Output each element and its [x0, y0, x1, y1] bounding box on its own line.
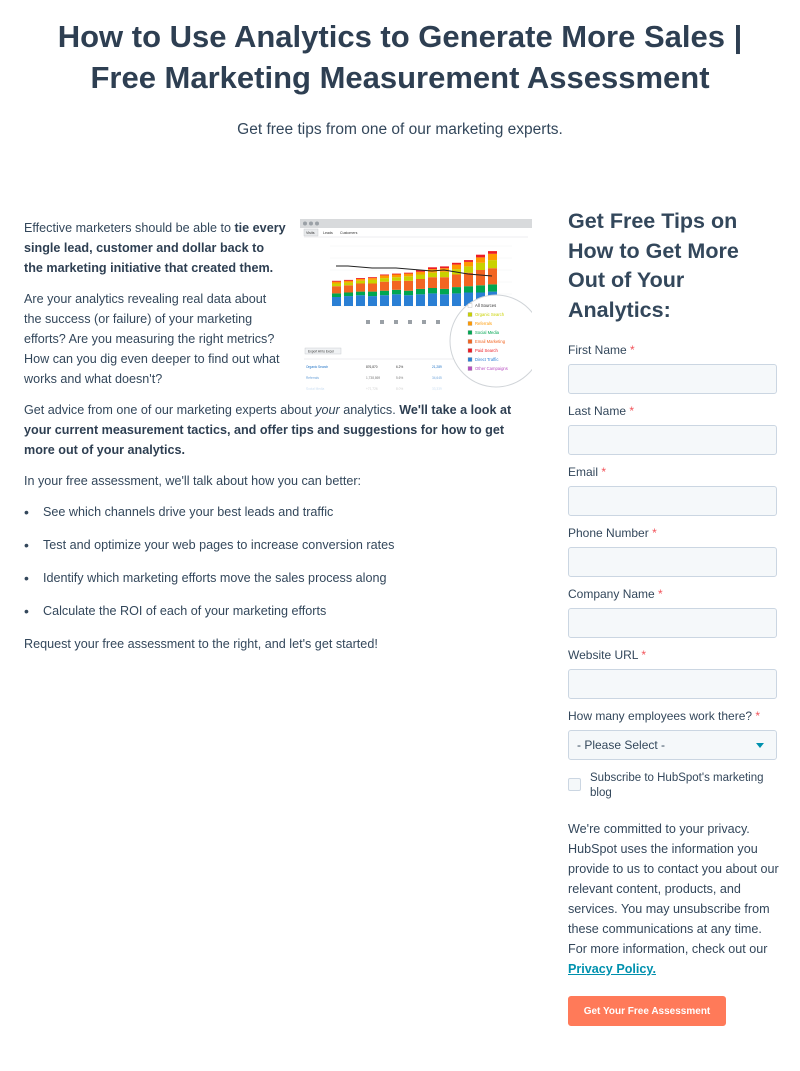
required-mark: * — [641, 648, 647, 662]
bar-segment — [476, 255, 485, 258]
assessment-intro: In your free assessment, we'll talk about how you can better: — [24, 474, 362, 488]
legend-swatch — [468, 349, 472, 353]
bar-segment — [368, 292, 377, 297]
email-label — [568, 463, 778, 481]
website-label — [568, 646, 778, 664]
phone-label-text: Phone Number — [568, 526, 649, 540]
bar-segment — [356, 284, 365, 292]
bar-segment — [344, 296, 353, 306]
subscribe-checkbox[interactable] — [568, 778, 581, 791]
bar-segment — [464, 266, 473, 272]
first-name-label-text: First Name — [568, 343, 627, 357]
bar-segment — [488, 251, 497, 254]
last-name-label — [568, 402, 778, 420]
website-field — [568, 646, 778, 699]
bar-segment — [428, 277, 437, 288]
employees-select[interactable] — [568, 730, 777, 760]
company-label — [568, 585, 778, 603]
bar-segment — [368, 296, 377, 306]
bar-segment — [356, 295, 365, 306]
bar-segment — [380, 275, 389, 278]
bar-segment — [416, 275, 425, 280]
bar-segment — [440, 289, 449, 294]
bar-segment — [356, 281, 365, 284]
last-name-field — [568, 402, 778, 455]
bar-segment — [332, 286, 341, 293]
tab-leads: Leads — [323, 231, 333, 235]
page-title-line2: Free Marketing Measurement Assessment — [90, 60, 710, 95]
legend-label: Social Media — [475, 330, 499, 335]
last-name-label-text: Last Name — [568, 404, 627, 418]
bar-segment — [452, 287, 461, 293]
required-mark: * — [601, 465, 607, 479]
bar-segment — [488, 260, 497, 268]
bar-segment — [344, 281, 353, 283]
first-name-label — [568, 341, 778, 359]
bar-segment — [344, 293, 353, 297]
bar-segment — [428, 273, 437, 278]
company-label-text: Company Name — [568, 587, 655, 601]
phone-field — [568, 524, 778, 577]
bar-segment — [404, 281, 413, 291]
bar-segment — [356, 292, 365, 296]
website-label-text: Website URL — [568, 648, 639, 662]
subscribe-row — [568, 771, 778, 805]
bar-segment — [452, 275, 461, 288]
required-mark: * — [658, 587, 663, 601]
advice-plain2: analytics. — [339, 403, 400, 417]
bar-segment — [416, 279, 425, 289]
legend-label: Other Campaigns — [475, 366, 508, 371]
bar-segment — [464, 286, 473, 292]
legend-swatch — [468, 331, 472, 335]
page-subtitle: Get free tips from one of our marketing experts. — [237, 121, 563, 138]
privacy-text: We're committed to your privacy. HubSpot uses the information you provide to us to contact you about our relevant content, products, and services. You may unsubscribe from these communications at any time. For more information, check out our — [568, 822, 779, 956]
table-cell: Organic Search — [306, 365, 329, 369]
required-mark: * — [755, 709, 761, 723]
bar-segment — [440, 272, 449, 277]
legend-label: Paid Search — [475, 348, 498, 353]
bar-segment — [488, 268, 497, 284]
bar-segment — [428, 267, 437, 269]
bar-segment — [380, 291, 389, 296]
bar-segment — [476, 263, 485, 270]
bar-segment — [452, 263, 461, 265]
bar-segment — [392, 275, 401, 278]
bar-segment — [356, 278, 365, 279]
intro-plain: Effective marketers should be able to — [24, 221, 235, 235]
bar-segment — [404, 295, 413, 306]
advice-plain: Get advice from one of our marketing experts about — [24, 403, 316, 417]
legend-swatch — [468, 340, 472, 344]
privacy-policy-link[interactable]: Privacy Policy. — [568, 962, 656, 976]
bar-segment — [428, 293, 437, 306]
privacy-notice — [568, 819, 780, 979]
bar-segment — [344, 280, 353, 281]
first-name-input[interactable] — [568, 364, 777, 394]
employees-label-text: How many employees work there? — [568, 709, 753, 723]
bar-segment — [428, 288, 437, 293]
bar-segment — [392, 294, 401, 306]
benefits-list — [24, 502, 536, 621]
employees-label — [568, 707, 778, 725]
bar-segment — [332, 284, 341, 287]
required-mark: * — [630, 343, 635, 357]
question-paragraph: Are your analytics revealing real data about the success (or failure) of your marketing efforts? Are you measuring the right metrics? How can you dig even deeper to find out what works and what doesn't? — [24, 292, 280, 386]
company-input[interactable] — [568, 608, 777, 638]
table-cell: 6.2% — [396, 365, 404, 369]
bar-segment — [368, 280, 377, 284]
list-item: • Identify which marketing efforts move the sales process along — [24, 568, 536, 588]
legend-label: Referrals — [475, 321, 492, 326]
bar-segment — [440, 277, 449, 289]
list-item: • Calculate the ROI of each of your marketing efforts — [24, 601, 536, 621]
bar-segment — [404, 276, 413, 281]
bar-segment — [464, 262, 473, 267]
phone-label — [568, 524, 778, 542]
table-cell: 876,870 — [366, 365, 378, 369]
required-mark: * — [652, 526, 657, 540]
company-field — [568, 585, 778, 638]
bar-segment — [404, 291, 413, 296]
bar-segment — [392, 277, 401, 281]
bar-segment — [332, 293, 341, 297]
bar-segment — [416, 272, 425, 275]
bar-segment — [392, 281, 401, 290]
bar-segment — [332, 281, 341, 282]
bar-segment — [344, 283, 353, 286]
submit-button[interactable]: Get Your Free Assessment — [568, 996, 726, 1026]
email-label-text: Email — [568, 465, 599, 479]
legend-label: Organic Search — [475, 312, 505, 317]
page-title-line1: How to Use Analytics to Generate More Sales | — [57, 19, 743, 54]
tab-customers: Customers — [340, 231, 358, 235]
legend-label: Direct Traffic — [475, 357, 499, 362]
last-name-input[interactable] — [568, 425, 777, 455]
bar-segment — [380, 275, 389, 276]
bar-segment — [368, 278, 377, 280]
bar-segment — [380, 282, 389, 291]
bar-segment — [416, 294, 425, 306]
window-control-icon — [309, 222, 313, 226]
page-title — [0, 16, 800, 98]
window-control-icon — [315, 222, 319, 226]
bar-segment — [368, 277, 377, 278]
bar-segment — [452, 265, 461, 270]
bar-segment — [404, 273, 413, 274]
export-button: Export All to Excel — [308, 349, 334, 354]
window-titlebar — [300, 219, 532, 228]
legend-swatch — [468, 304, 472, 308]
list-item: • Test and optimize your web pages to increase conversion rates — [24, 535, 536, 555]
website-input[interactable] — [568, 669, 777, 699]
bar-segment — [488, 254, 497, 260]
table-cell: 21,289 — [432, 365, 442, 369]
legend-swatch — [468, 313, 472, 317]
bar-segment — [368, 284, 377, 292]
bar-segment — [476, 285, 485, 292]
bar-segment — [356, 279, 365, 281]
legend-swatch — [468, 358, 472, 362]
closing-paragraph: Request your free assessment to the right, and let's get started! — [24, 637, 378, 651]
bar-segment — [380, 278, 389, 282]
advice-bold: We'll take a look at your current measurement tactics, and offer tips and suggestions for how to get more out of your analytics. — [24, 403, 512, 457]
phone-input[interactable] — [568, 547, 777, 577]
legend-label: All Sources — [475, 303, 497, 308]
advice-italic: your — [315, 403, 340, 417]
subscribe-label[interactable]: Subscribe to HubSpot's marketing blog — [590, 772, 764, 799]
assessment-form — [568, 207, 778, 1026]
bar-segment — [452, 293, 461, 306]
advice-paragraph — [24, 400, 536, 460]
bar-segment — [476, 257, 485, 262]
bar-segment — [440, 266, 449, 268]
bar-segment — [416, 289, 425, 294]
bar-segment — [464, 260, 473, 262]
bar-segment — [344, 285, 353, 292]
window-control-icon — [303, 222, 307, 226]
analytics-screenshot-image — [300, 219, 532, 395]
bar-segment — [332, 297, 341, 306]
legend-swatch — [468, 367, 472, 371]
email-field — [568, 463, 778, 516]
bar-segment — [440, 294, 449, 306]
bar-segment — [392, 274, 401, 275]
legend-label: Email Marketing — [475, 339, 506, 344]
bar-segment — [392, 290, 401, 295]
bar-segment — [380, 295, 389, 306]
bar-segment — [332, 282, 341, 284]
tab-visits: Visits — [306, 231, 315, 235]
chevron-down-icon — [756, 743, 764, 748]
employees-selected-value: - Please Select - — [577, 738, 666, 752]
form-title: Get Free Tips on How to Get More Out of Your Analytics: — [568, 209, 739, 322]
employees-field — [568, 707, 778, 760]
intro-bold: tie every single lead, customer and dollar back to the marketing initiative that created them. — [24, 221, 286, 275]
bar-segment — [488, 284, 497, 291]
intro-paragraph — [24, 218, 286, 278]
bar-segment — [476, 270, 485, 285]
list-item: • See which channels drive your best leads and traffic — [24, 502, 536, 522]
required-mark: * — [629, 404, 635, 418]
bar-segment — [404, 274, 413, 277]
email-input[interactable] — [568, 486, 777, 516]
legend-swatch — [468, 322, 472, 326]
first-name-field — [568, 341, 778, 394]
